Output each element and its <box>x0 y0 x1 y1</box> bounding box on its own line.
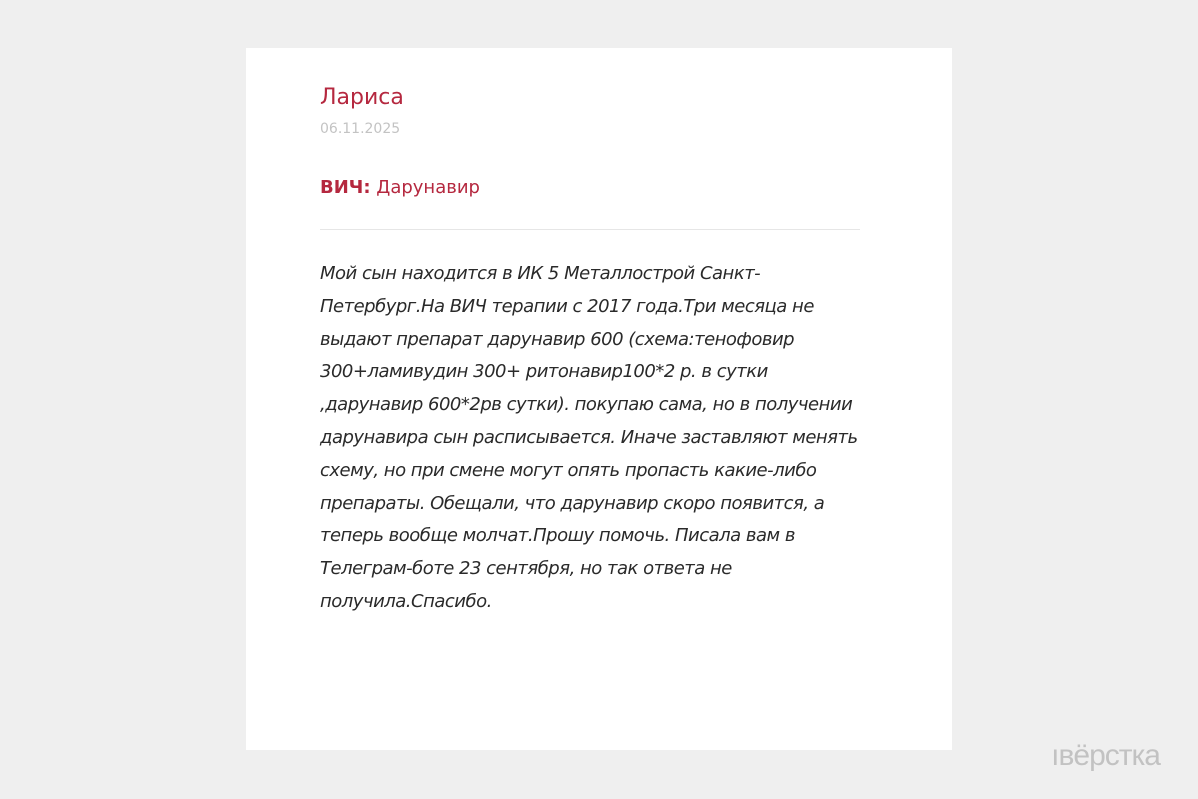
divider <box>320 229 860 230</box>
brand-watermark: ıвёрстка <box>1051 739 1160 772</box>
review-author: Лариса <box>320 85 404 110</box>
review-message: Мой сын находится в ИК 5 Металлострой Санкт-Петербург.На ВИЧ терапии с 2017 года.Три месяца не выдают препарат дарунавир 600 (схема:тенофовир 300+ламивудин 300+ ритонавир100*2 р. в сутки ,дарунавир 600*2рв сутки). покупаю сама, но в получении дарунавира сын расписывается. Иначе заставляют менять схему, но при смене могут опять пропасть какие-либо препараты. Обещали, что дарунавир скоро появится, а теперь вообще молчат.Прошу помочь. Писала вам в Телеграм-боте 23 сентября, но так ответа не получила.Спасибо. <box>320 263 858 612</box>
review-date: 06.11.2025 <box>320 121 401 137</box>
category-label: ВИЧ: <box>320 177 371 198</box>
review-category <box>320 176 860 200</box>
category-value: Дарунавир <box>376 177 480 198</box>
review-card <box>246 48 952 750</box>
review-content <box>320 84 860 619</box>
